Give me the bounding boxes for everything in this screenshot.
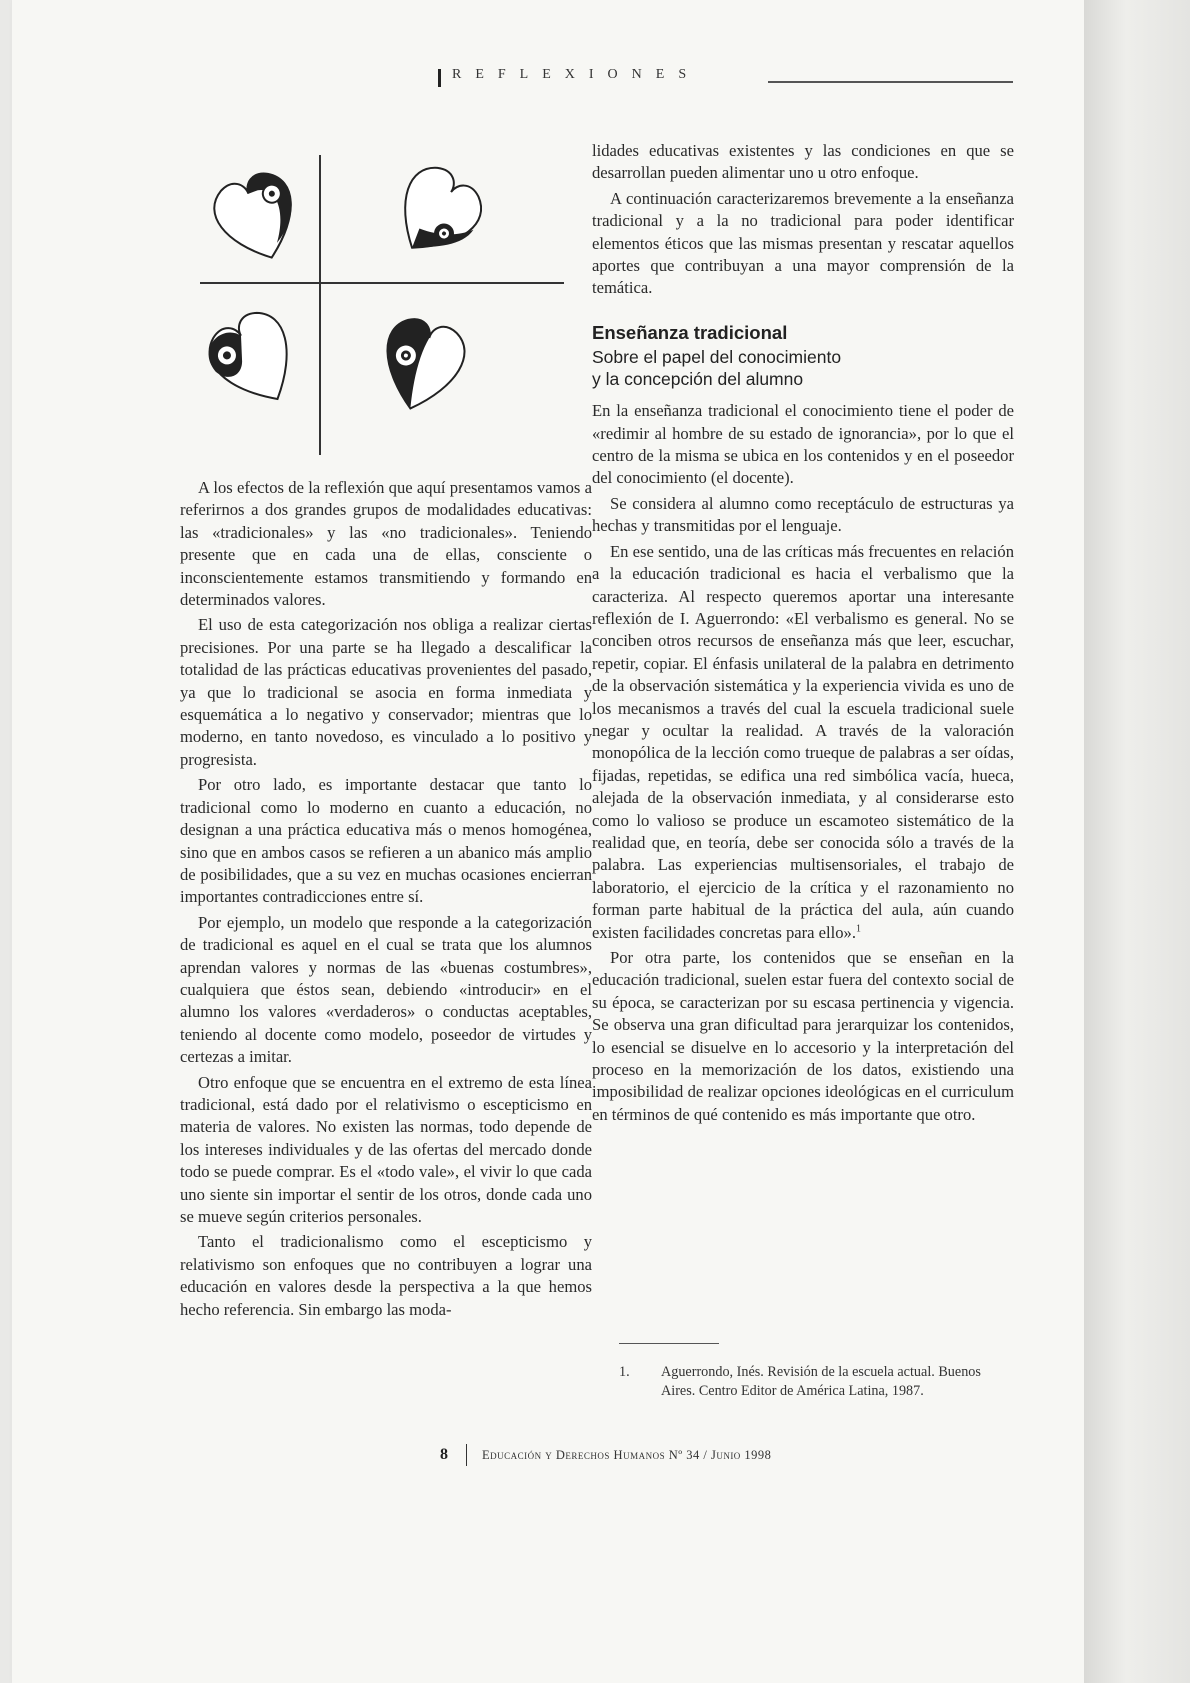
footnote-divider (619, 1343, 719, 1344)
heart-top-right (380, 158, 492, 271)
heart-top-left (207, 166, 308, 271)
right-column (592, 140, 1014, 1126)
four-hearts-illustration (200, 155, 564, 455)
quote-paragraph (592, 541, 1014, 944)
paragraph: lidades educativas existentes y las condiciones en que se desarrollan pueden alimentar uno u otro enfoque. (592, 141, 1014, 183)
running-header (438, 66, 1013, 88)
footnote-reference[interactable]: 1 (856, 923, 861, 935)
scan-edge (1084, 0, 1190, 1683)
page-footer (440, 1446, 940, 1470)
section-subtitle-line-2: y la concepción del alumno (592, 369, 804, 390)
paragraph: A continuación caracterizaremos brevemente a la enseñanza tradicional y a la no tradicional para poder identificar elementos éticos que las mismas presentan y rescatar aquellos aportes que contribuyan a una mayor comprensión de la temática. (592, 188, 1014, 298)
footnote-number: 1. (619, 1364, 630, 1380)
heart-bottom-left (200, 304, 311, 420)
paragraph: En la enseñanza tradicional el conocimiento tiene el poder de «redimir al hombre de su estado de ignorancia», por lo que el centro de la misma se ubica en los contenidos y en el poseedor del conocimiento (el docente). (592, 401, 1014, 488)
section-subtitle (592, 346, 1014, 390)
paragraph: Por otro lado, es importante destacar que tanto lo tradicional como lo moderno en cuanto a educación, no designan a una práctica educativa más o menos homogénea, sino que en ambos casos se refieren a un abanico más amplio de posibilidades, que a su vez en muchas ocasiones encierran importantes contradicciones entre sí. (180, 775, 592, 907)
paragraph: Se considera al alumno como receptáculo de estructuras ya hechas y transmitidas por el lenguaje. (592, 493, 1014, 536)
paragraph: Por ejemplo, un modelo que responde a la categorización de tradicional es aquel en el cual se trata que los alumnos aprendan valores y normas de las «buenas costumbres», cualquiera que éstos sean, debiendo «introducir» en el alumno los valores «verdaderos» o conductas aceptables, teniendo al docente como modelo, poseedor de virtudes y certezas a imitar. (180, 912, 592, 1067)
paragraph: Tanto el tradicionalismo como el escepticismo y relativismo son enfoques que no contribuyen a lograr una educación en valores desde la perspectiva a la que hemos hecho referencia. Sin embargo las moda- (180, 1232, 592, 1319)
header-rule (768, 81, 1013, 83)
running-title: REFLEXIONES (452, 67, 701, 82)
heart-bottom-right (373, 314, 470, 419)
left-column (180, 477, 592, 1321)
paragraph: El uso de esta categorización nos obliga a realizar ciertas precisiones. Por una parte se ha llegado a descalificar la totalidad de las prácticas educativas provenientes del pasado, ya que lo tradicional se asocia en forma inmediata y esquemática a lo negativo y conservador; mientras que lo moderno, en tanto novedoso, es vinculado a lo positivo y progresista. (180, 615, 592, 769)
header-bar (438, 69, 441, 87)
paragraph: A los efectos de la reflexión que aquí presentamos vamos a referirnos a dos grandes grupos de modalidades educativas: las «tradicionales» y las «no tradicionales». Teniendo presente que en cada una de ellas, consciente o inconscientemente estamos transmitiendo y formando en determinados valores. (180, 478, 592, 610)
footnote-text: Aguerrondo, Inés. Revisión de la escuela actual. Buenos Aires. Centro Editor de América Latina, 1987. (661, 1364, 981, 1399)
quote-text: En ese sentido, una de las críticas más frecuentes en relación a la educación tradicional es hacia el verbalismo que la caracteriza. Al respecto queremos aportar una interesante reflexión de I. Aguerrondo: «El verbalismo es general. No se conciben otros recursos de enseñanza más que leer, escuchar, repetir, copiar. El énfasis unilateral de la palabra en detrimento de la observación sistemática y la experiencia vivida es uno de los mecanismos a través del cual la escuela tradicional suele negar y ocultar la realidad. A través de la valoración monopólica de la lección como trueque de palabras a ser oídas, fijadas, repetidas, se edifica una red simbólica vacía, hueca, alejada de la observación inmediata, y al considerarse esto como lo valioso se produce un escamoteo sistemático de la realidad que, en teoría, debe ser conocida sólo a través de la palabra. Las experiencias multisensoriales, el trabajo de laboratorio, el ejercicio de la crítica y el razonamiento no forman parte habitual de la práctica del aula, aún cuando existen facilidades concretas para ello». (592, 541, 1014, 942)
paragraph: Por otra parte, los contenidos que se enseñan en la educación tradicional, suelen estar fuera del contexto social de su época, se caracterizan por su escasa pertinencia y vigencia. Se observa una gran dificultad para jerarquizar los contenidos, lo esencial se disuelve en lo accesorio y la interpretación del proceso en la memorización de los datos, existiendo una imposibilidad de realizar opciones ideológicas en el curriculum en términos de qué contenido es más importante que otro. (592, 948, 1014, 1124)
paragraph: Otro enfoque que se encuentra en el extremo de esta línea tradicional, está dado por el relativismo o escepticismo en materia de valores. No existen las normas, todo depende de los intereses individuales y de las ofertas del mercado donde todo se puede comprar. Es el «todo vale», el vivir lo que cada uno siente sin importar el sentir de los otros, donde cada uno se mueve según criterios personales. (180, 1072, 592, 1226)
section-subtitle-line-1: Sobre el papel del conocimiento (592, 347, 842, 368)
footer-separator (466, 1444, 467, 1466)
page (12, 0, 1084, 1683)
section-title: Enseñanza tradicional (592, 321, 788, 343)
page-number: 8 (440, 1446, 448, 1463)
journal-name: Educación y Derechos Humanos Nº 34 / Junio 1998 (482, 1448, 772, 1462)
